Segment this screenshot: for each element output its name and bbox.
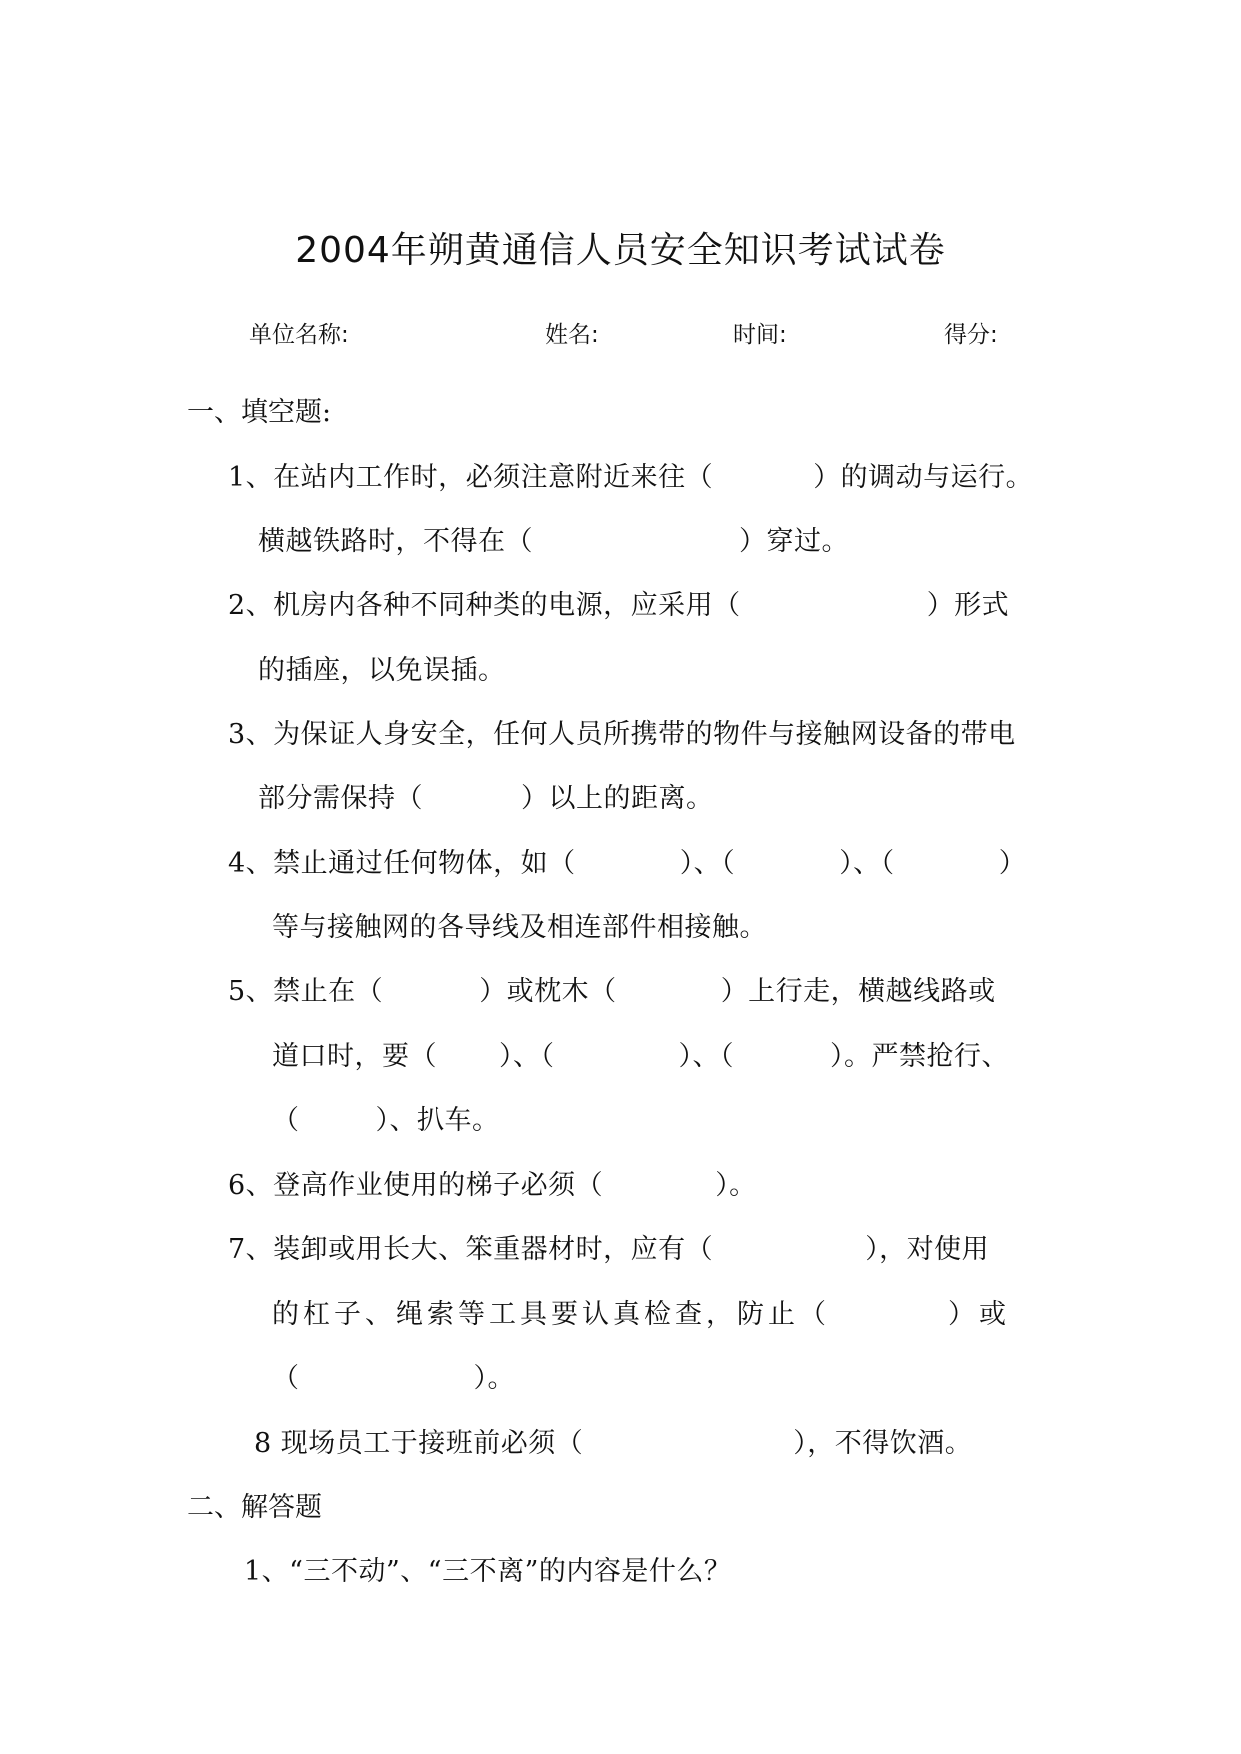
question-5-line-1 [228, 969, 996, 1008]
question-3-line-2 [258, 776, 714, 815]
question-text: 2、机房内各种不同种类的电源，应采用（ [228, 590, 741, 621]
question-2-line-2: 的插座，以免误插。 [258, 655, 506, 686]
question-text: 6、登高作业使用的梯子必须（ [228, 1170, 604, 1201]
question-1-line-1 [228, 455, 1033, 494]
question-7-line-1 [228, 1227, 989, 1266]
score-label: 得分: [944, 322, 998, 348]
exam-title: 2004年朔黄通信人员安全知识考试试卷 [295, 230, 946, 271]
question-text: 7、装卸或用长大、笨重器材时，应有（ [228, 1234, 714, 1265]
question-1-line-2 [258, 519, 849, 558]
time-label: 时间: [733, 322, 787, 348]
question-text: ），对使用 [865, 1234, 990, 1265]
question-text: ）穿过。 [739, 526, 849, 557]
question-text: ）、（ [679, 848, 736, 879]
question-5-line-2 [272, 1034, 1009, 1073]
answer-question-1: 1、“三不动”、“三不离”的内容是什么？ [244, 1556, 732, 1587]
question-text: ）。 [715, 1170, 757, 1201]
question-text: ）。严禁抢行、 [830, 1041, 1009, 1072]
question-text: 8 现场员工于接班前必须（ [254, 1428, 584, 1459]
question-text: 的杠子、绳索等工具要认真检查，防止（ [272, 1299, 830, 1330]
section-fill-in-heading: 一、填空题: [187, 397, 332, 428]
question-text: ）或枕木（ [479, 976, 617, 1007]
question-text: ）、（ [499, 1041, 555, 1072]
question-text: （ [272, 1105, 300, 1136]
question-text: 部分需保持（ [258, 783, 423, 814]
question-text: ）以上的距离。 [521, 783, 714, 814]
question-text: ）、扒车。 [375, 1105, 500, 1136]
question-4-line-2: 等与接触网的各导线及相连部件相接触。 [272, 912, 767, 943]
unit-name-label: 单位名称: [249, 322, 349, 348]
question-4-line-1 [228, 841, 1026, 880]
question-6-line-1 [228, 1163, 757, 1202]
question-7-line-3 [272, 1356, 515, 1395]
question-text: ）、（ [839, 848, 895, 879]
question-text: ） [998, 848, 1027, 879]
question-text: 1、在站内工作时，必须注意附近来往（ [228, 462, 714, 493]
question-text: 5、禁止在（ [228, 976, 384, 1007]
question-3-line-1: 3、为保证人身安全，任何人员所携带的物件与接触网设备的带电 [228, 719, 1016, 750]
question-text: ）。 [473, 1363, 515, 1394]
question-text: 道口时，要（ [272, 1041, 437, 1072]
question-text: ）上行走，横越线路或 [720, 976, 996, 1007]
question-text: ）、（ [678, 1041, 734, 1072]
question-text: 4、禁止通过任何物体，如（ [228, 848, 576, 879]
question-text: ）形式 [926, 590, 1010, 621]
student-name-label: 姓名: [545, 322, 599, 348]
section-answer-heading: 二、解答题 [187, 1492, 322, 1523]
question-text: ）或 [948, 1299, 1010, 1330]
question-5-line-3 [272, 1098, 500, 1137]
question-text: （ [272, 1363, 300, 1394]
question-2-line-1 [228, 583, 1009, 622]
question-text: ）的调动与运行。 [813, 462, 1034, 493]
question-8-line-1 [254, 1421, 972, 1460]
question-7-line-2 [272, 1292, 1010, 1331]
question-text: ），不得饮酒。 [793, 1428, 973, 1459]
question-text: 横越铁路时，不得在（ [258, 526, 533, 557]
